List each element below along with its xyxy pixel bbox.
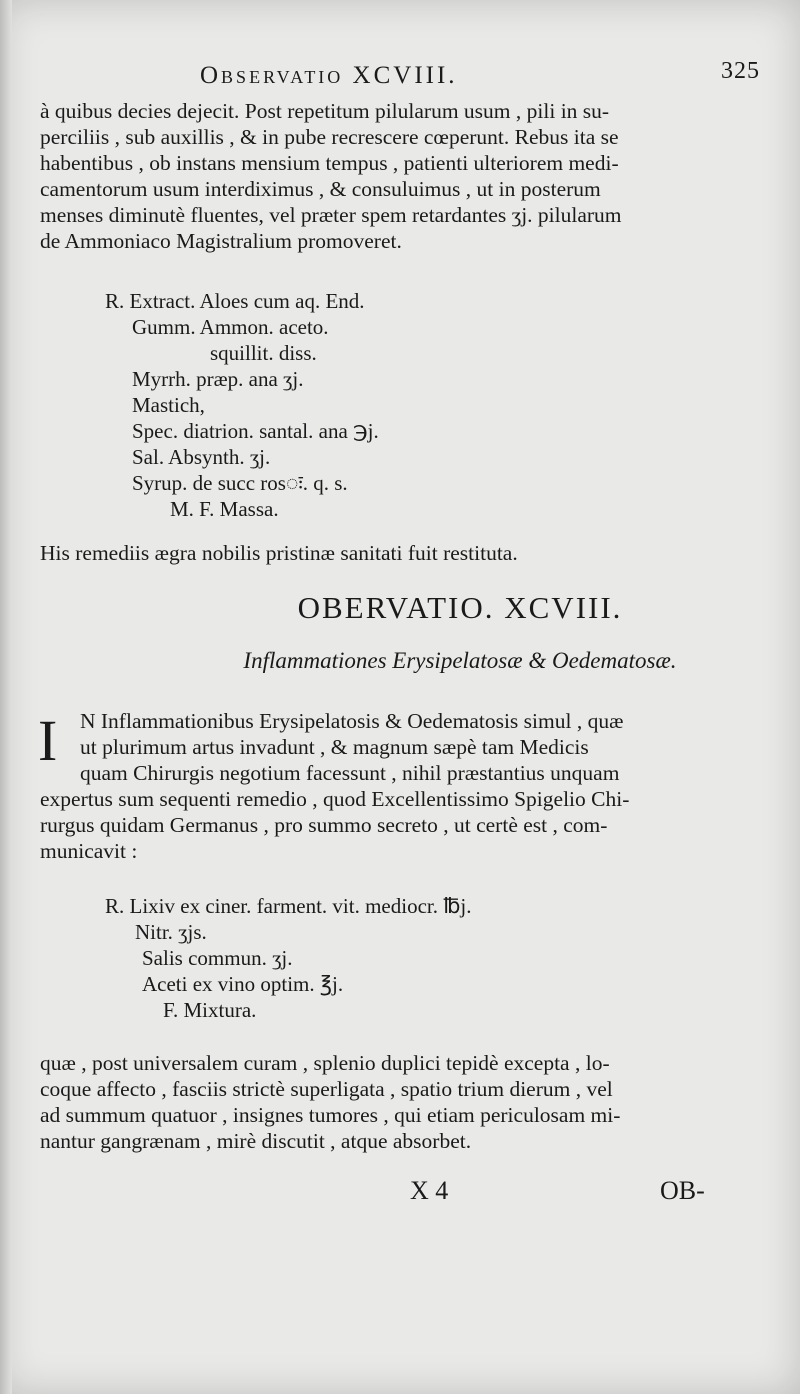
recipe-line: squillit. diss. bbox=[210, 341, 317, 365]
recipe-line: F. Mixtura. bbox=[163, 998, 257, 1022]
text-line: perciliis , sub auxillis , & in pube recrescere cœperunt. Rebus ita se bbox=[40, 125, 619, 149]
recipe-line: Spec. diatrion. santal. ana ℈j. bbox=[132, 419, 379, 443]
recipe-line: Myrrh. præp. ana ʒj. bbox=[132, 367, 304, 391]
page-gutter-shadow bbox=[0, 0, 12, 1394]
text-line: habentibus , ob instans mensium tempus , patienti ulteriorem medi- bbox=[40, 151, 619, 175]
text-line: ut plurimum artus invadunt , & magnum sæpè tam Medicis bbox=[80, 735, 589, 759]
recipe-line: R. Lixiv ex ciner. farment. vit. mediocr. ℔j. bbox=[105, 894, 472, 918]
text-line: nantur gangrænam , mirè discutit , atque absorbet. bbox=[40, 1129, 472, 1153]
running-header bbox=[200, 58, 760, 92]
recipe-line: Salis commun. ʒj. bbox=[142, 946, 293, 970]
recipe-line: Mastich, bbox=[132, 393, 205, 417]
catchword: OB- bbox=[660, 1176, 705, 1205]
text-line: quæ , post universalem curam , splenio duplici tepidè excepta , lo- bbox=[40, 1051, 610, 1075]
recipe-line: Aceti ex vino optim. ℥j. bbox=[142, 972, 344, 996]
page-number: 325 bbox=[721, 58, 760, 84]
text-line: camentorum usum interdiximus , & consuluimus , ut in posterum bbox=[40, 177, 601, 201]
paragraph-main bbox=[40, 708, 795, 864]
recipe-two bbox=[105, 893, 472, 1023]
conclusion-line: His remediis ægra nobilis pristinæ sanitati fuit restituta. bbox=[40, 541, 518, 565]
text-line: à quibus decies dejecit. Post repetitum pilularum usum , pili in su- bbox=[40, 99, 610, 123]
signature-mark: X 4 bbox=[410, 1176, 449, 1205]
text-line: municavit : bbox=[40, 839, 138, 863]
text-line: ad summum quatuor , insignes tumores , qui etiam periculosam mi- bbox=[40, 1103, 621, 1127]
paragraph-continuation bbox=[40, 98, 795, 254]
recipe-line: Gumm. Ammon. aceto. bbox=[132, 315, 329, 339]
recipe-one bbox=[105, 288, 379, 522]
text-line: coque affecto , fasciis strictè superligata , spatio trium dierum , vel bbox=[40, 1077, 613, 1101]
recipe-line: R. Extract. Aloes cum aq. End. bbox=[105, 289, 365, 313]
observation-subtitle: Inflammationes Erysipelatosæ & Oedematosæ. bbox=[243, 648, 677, 673]
drop-cap: I bbox=[38, 708, 58, 773]
recipe-line: Syrup. de succ rosः. q. s. bbox=[132, 471, 348, 495]
observation-title: OBERVATIO. XCVIII. bbox=[297, 590, 623, 625]
text-line: menses diminutè fluentes, vel præter spem retardantes ʒj. pilularum bbox=[40, 203, 622, 227]
text-line: expertus sum sequenti remedio , quod Excellentissimo Spigelio Chi- bbox=[40, 787, 630, 811]
text-line: quam Chirurgis negotium facessunt , nihil præstantius unquam bbox=[80, 761, 620, 785]
text-line: de Ammoniaco Magistralium promoveret. bbox=[40, 229, 402, 253]
text-line: N Inflammationibus Erysipelatosis & Oedematosis simul , quæ bbox=[80, 709, 624, 733]
running-title: Observatio XCVIII. bbox=[200, 62, 458, 89]
recipe-line: Nitr. ʒjs. bbox=[135, 920, 207, 944]
paragraph-closing bbox=[40, 1050, 795, 1154]
recipe-line: Sal. Absynth. ʒj. bbox=[132, 445, 271, 469]
text-line: rurgus quidam Germanus , pro summo secreto , ut certè est , com- bbox=[40, 813, 608, 837]
recipe-line: M. F. Massa. bbox=[170, 497, 279, 521]
